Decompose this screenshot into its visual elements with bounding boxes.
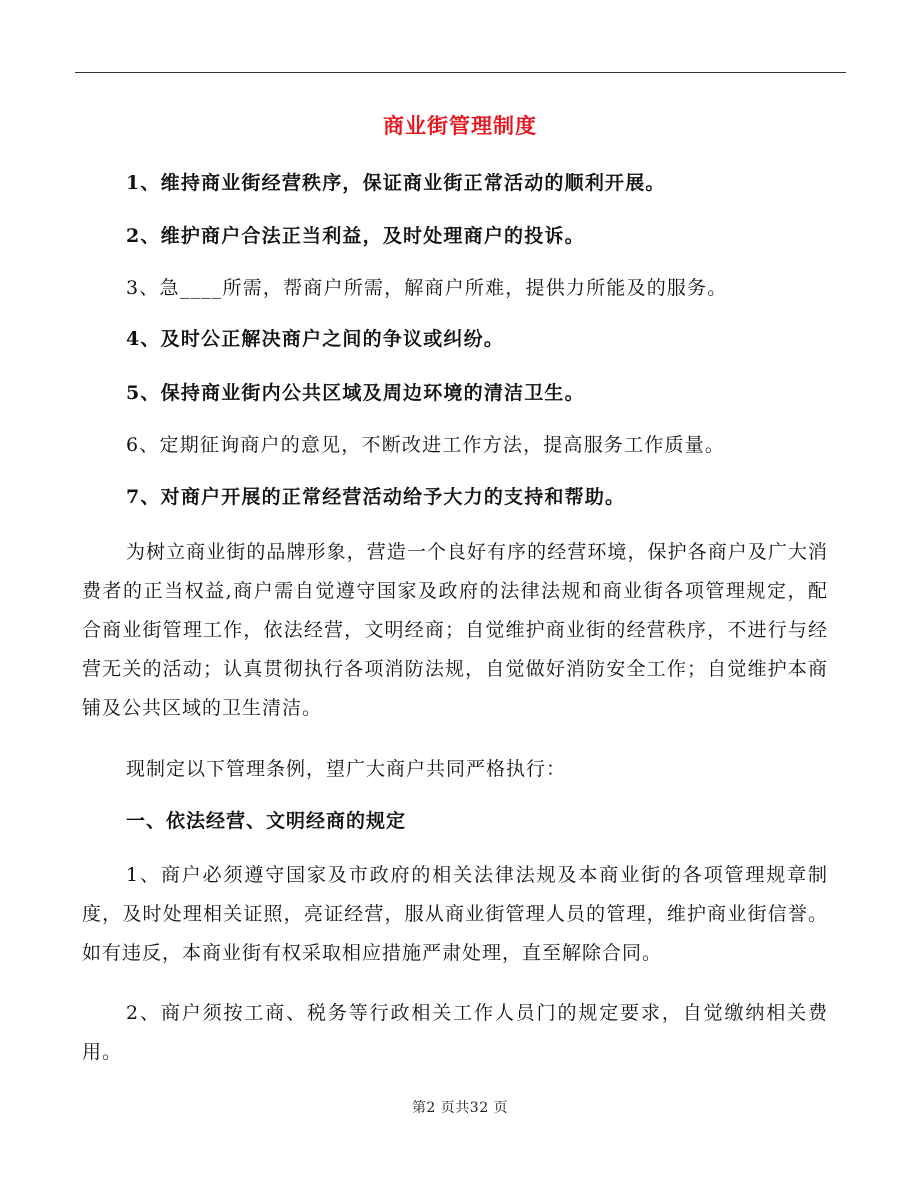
list-item-3: 3、急____所需，帮商户所需，解商户所难，提供力所能及的服务。 [126,277,728,299]
list-item-1: 1、维持商业街经营秩序，保证商业街正常活动的顺利开展。 [126,172,666,194]
list-item-6: 6、定期征询商户的意见，不断改进工作方法，提高服务工作质量。 [126,434,726,456]
rule-paragraph-1: 1、商户必须遵守国家及市政府的相关法律法规及本商业街的各项管理规章制度，及时处理相关证照，亮证经营，服从商业街管理人员的管理，维护商业街信誉。如有违反，本商业街有权采取相应措施严肃处理，直至解除合同。 [82,864,828,964]
notice-paragraph: 现制定以下管理条例，望广大商户共同严格执行： [126,758,567,780]
section-heading: 一、依法经营、文明经商的规定 [126,810,407,832]
list-item-4: 4、及时公正解决商户之间的争议或纠纷。 [126,328,505,350]
list-item-2: 2、维护商户合法正当利益，及时处理商户的投诉。 [126,225,585,247]
document-title: 商业街管理制度 [383,113,537,138]
page-number: 第2 页共32 页 [411,1100,509,1116]
header-rule [75,72,846,73]
list-item-5: 5、保持商业街内公共区域及周边环境的清洁卫生。 [126,382,585,404]
rule-paragraph-2: 2、商户须按工商、税务等行政相关工作人员门的规定要求，自觉缴纳相关费用。 [82,1002,828,1063]
list-item-7: 7、对商户开展的正常经营活动给予大力的支持和帮助。 [126,486,626,508]
intro-paragraph: 为树立商业街的品牌形象，营造一个良好有序的经营环境，保护各商户及广大消费者的正当权益,商户需自觉遵守国家及政府的法律法规和商业街各项管理规定，配合商业街管理工作，依法经营，文明经商；自觉维护商业街的经营秩序，不进行与经营无关的活动；认真贯彻执行各项消防法规，自觉做好消防安全工作；自觉维护本商铺及公共区域的卫生清洁。 [82,541,828,719]
